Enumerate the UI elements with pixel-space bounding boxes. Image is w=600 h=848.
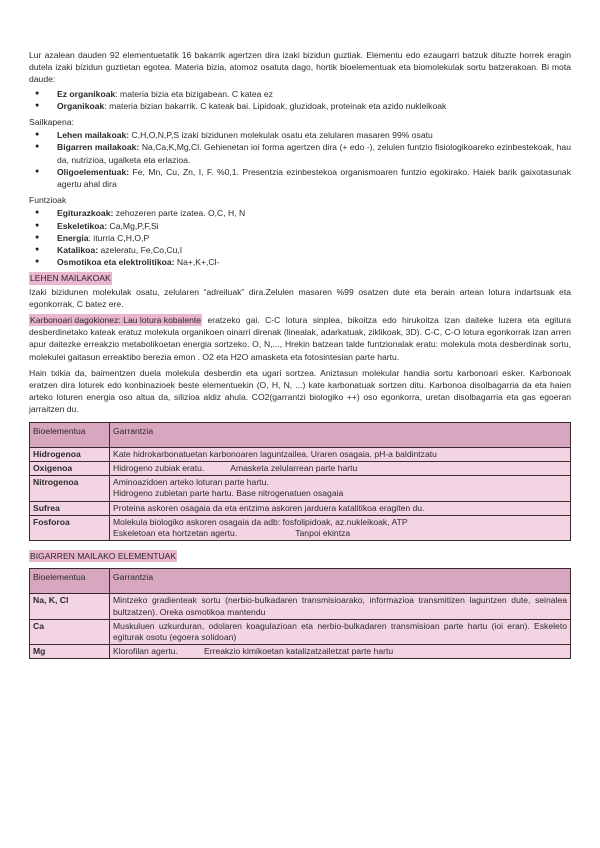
importance-text: Molekula biologiko askoren osagaia da adb: fosfolipidoak, az.nukleikoak, ATP (113, 516, 408, 527)
carbon-label: Karbonoari dagokionez: Lau lotura kobalente (30, 315, 202, 326)
element-cell: Oxigenoa (30, 462, 110, 476)
term: Energia (57, 232, 89, 243)
importance-cell (110, 476, 571, 501)
term-text: : iturria C,H,O,P (88, 232, 150, 243)
column-header: Garrantzia (110, 569, 571, 594)
table-row (30, 515, 571, 540)
column-header: Bioelementua (30, 422, 110, 447)
term-text: zehozeren parte izatea. O,C, H, N (113, 208, 246, 219)
types-list (29, 88, 571, 112)
importance-text: Proteina askoren osagaia da eta entzima askoren jarduera katalitikoa eragiten du. (113, 502, 425, 513)
section-heading-text: BIGARREN MAILAKO ELEMENTUAK (30, 551, 177, 562)
importance-text: Kate hidrokarbonatuetan karbonoaren laguntzailea. Uraren osagaia. pH-a baldintzatu (113, 448, 437, 459)
intro-paragraph: Lur azalean dauden 92 elementuetatik 16 bakarrik agertzen dira izaki bizidun guztiak. Elementu edo ezaugarri batzuk dituzte horrek eragin dutela izaki bizidun guztietan egotea. Materia bizia, atomoz osatuta dago, hortik bioelementuak eta biomolekulak sortu batzerakoan. Bi mota daude: (29, 50, 571, 85)
importance-cell (110, 645, 571, 659)
column-header: Garrantzia (110, 422, 571, 447)
importance-text: Klorofilan agertu. (113, 646, 178, 657)
functions-list (29, 207, 571, 268)
section-heading-primary (29, 272, 571, 284)
term: Bigarren mailakoak: (57, 142, 140, 153)
carbon-paragraph (29, 314, 571, 363)
list-item (29, 244, 571, 256)
importance-cell: Mintzeko gradienteak sortu (nerbio-bulkadaren transmisioarako, informazioa transmitizen laguntzen dute, seinalea bultzatzen). Oreka osmotikoa mantendu (110, 594, 571, 619)
list-item (29, 232, 571, 244)
term-text: azeleratu, Fe,Co,Cu,I (98, 245, 183, 256)
term-text: Fe, Mn, Cu, Zn, I, F. %0,1. Presentzia ezinbestekoa organismoaren funtzio egokirako. Haiek barik gaixotasunak agertu ahal dira (57, 166, 571, 190)
term-text: : materia bizian bakarrik. C kateak bai. Lipidoak, gluzidoak, proteinak eta azido nukleikoak (104, 100, 447, 111)
importance-cell (110, 462, 571, 476)
term-text: : materia bizia eta bizigabean. C katea ez (115, 88, 273, 99)
list-item (29, 141, 571, 165)
list-item (29, 88, 571, 100)
term-text: Na,Ca,K,Mg,Cl. Gehienetan ioi forma agertzen dira (+ edo -), zelulen funtzio fisiologikoareko ezinbestekoak, hau da, nutrizioa, ugalketa eta erlazioa. (57, 142, 571, 165)
list-item (29, 207, 571, 219)
section-heading-secondary (29, 550, 571, 562)
table-row (30, 447, 571, 461)
functions-label: Funtzioak (29, 195, 67, 206)
element-cell: Mg (30, 645, 110, 659)
table-header-row (30, 422, 571, 447)
term-text: Na+,K+,Cl- (174, 257, 220, 268)
term: Osmotikoa eta elektrolitikoa: (57, 257, 175, 268)
term: Ez organikoak (57, 88, 116, 99)
element-cell: Na, K, Cl (30, 594, 110, 619)
term-text: Ca,Mg,P,F,Si (107, 220, 159, 231)
term: Oligoelementuak: (57, 166, 130, 177)
table-row (30, 476, 571, 501)
table-row (30, 645, 571, 659)
list-item (29, 220, 571, 232)
element-cell: Sufrea (30, 501, 110, 515)
column-header: Bioelementua (30, 569, 110, 594)
element-cell: Nitrogenoa (30, 476, 110, 501)
importance-cell (110, 515, 571, 540)
primary-paragraph: Izaki bizidunen molekulak osatu, zelularen “adreiluak” dira.Zelulen masaren %99 osatzen dute eta berain artean lotura indartsuak eta egonkorrak, C batez ere. (29, 286, 571, 309)
term: Egiturazkoak: (57, 208, 114, 219)
table-row (30, 594, 571, 619)
importance-cell (110, 501, 571, 515)
element-cell: Fosforoa (30, 515, 110, 540)
term: Organikoak (57, 100, 105, 111)
importance-text: Hidrogeno zubietan parte hartu. Base nitrogenatuen osagaia (113, 488, 344, 499)
classification-list (29, 129, 571, 190)
term-text: C,H,O,N,P,S izaki bizidunen molekulak osatu eta zelularen masaren 99% osatu (129, 130, 433, 141)
list-item (29, 100, 571, 112)
table-row (30, 501, 571, 515)
carbon-text: eratzeko gai. C-C lotura sinplea, bikoitza edo hirukoitza izan daiteke luzera eta egitura desberdinetako kateak eratuz molekula organikoen oinarri direnak (linealak, adarkatuak, ziklikoak, 3D). C-C, C-O lotura egonkorrak izan arren apur daitezke erreakzio metabolikoetan energia sortzeko. O, N,..., Hrekin batzean talde funtzionalak eratu: molekula mota desberdinak sortu, molekulei gaitasun erreaktibo berezia emon . O2 eta H2O amasketa eta fotosintesian parte hartu. (29, 315, 571, 362)
classification-label: Sailkapena: (29, 117, 74, 128)
importance-text: Tanpoi ekintza (295, 527, 351, 538)
term: Eskeletikoa: (57, 220, 108, 231)
importance-text: Erreakzio kimikoetan katalizatzailetzat parte hartu (203, 646, 394, 657)
element-cell: Ca (30, 619, 110, 644)
section-heading-text: LEHEN MAILAKOAK (30, 273, 111, 284)
list-item (29, 129, 571, 141)
importance-text: Eskeletoan eta hortzetan agertu. (113, 527, 238, 538)
term: Katalikoa: (57, 245, 99, 256)
list-item (29, 256, 571, 268)
list-item (29, 166, 571, 190)
carbon-diversity-paragraph: Hain txikia da, baimentzen duela molekula desberdin eta ugari sortzea. Aniztasun molekular handia sortu karbonoari esker. Karbonoak eratzen dira loturek edo konbinazioek beste elementuekin (O, H, N, ...) kate karbonatuak sortzen ditu. Karbonoa disolbagarria da eta haien arteko loturen energia oso altua da, silizioa aldiz ahula. CO2(garrantzi biologiko ++) oso egonkorra, uretan disolbagarria eta gas egoeran jarraitzen du. (29, 367, 571, 415)
term: Lehen mailakoak: (57, 130, 130, 141)
importance-text: Amasketa zelularrean parte hartu (230, 463, 358, 474)
element-cell: Hidrogenoa (30, 447, 110, 461)
importance-text: Hidrogeno zubiak eratu. (113, 463, 205, 474)
table-header-row (30, 569, 571, 594)
importance-cell: Muskuluen uzkurduran, odolaren koagulazioan eta nerbio-bulkadaren transmisioan parte hartu (ioi eran). Eskeleto egiturak osotu (egoera solidoan) (110, 619, 571, 644)
importance-cell (110, 447, 571, 461)
table-row (30, 619, 571, 644)
primary-elements-table (29, 422, 571, 541)
importance-text: Aminoazidoen arteko loturan parte hartu. (113, 477, 269, 488)
table-row (30, 462, 571, 476)
secondary-elements-table (29, 568, 571, 659)
